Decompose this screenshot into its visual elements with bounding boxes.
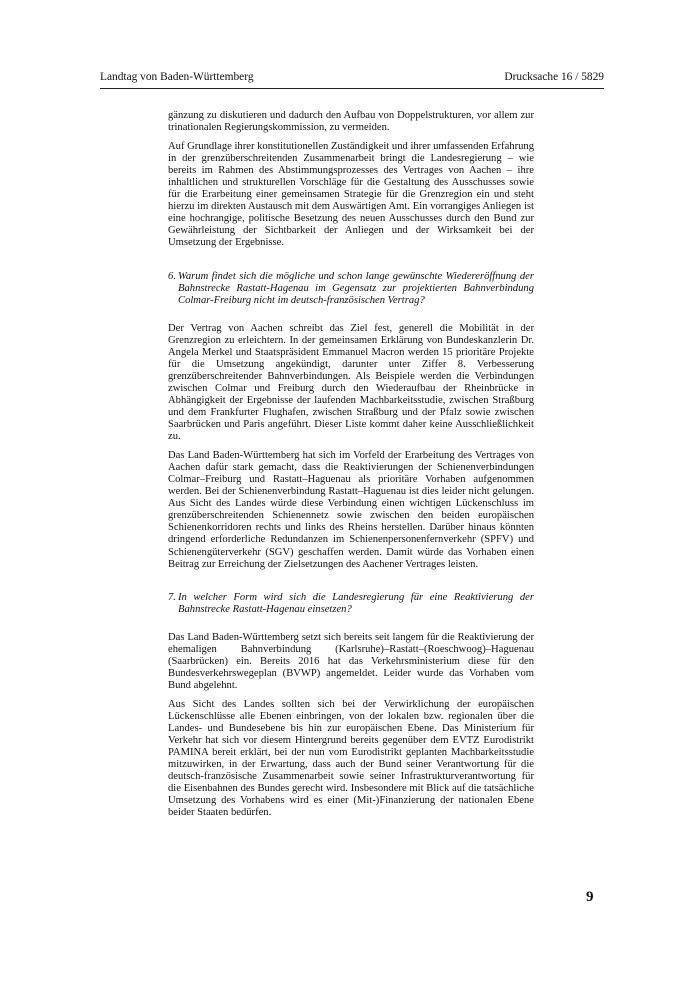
answer-paragraph: Das Land Baden-Württemberg setzt sich bereits seit langem für die Reaktivierung der ehemaligen Bahnverbindung (Karlsruhe)–Rastatt–(Roeschwoog)–Haguenau (Saarbrücken) ein. Bereits 2016 hat das Verkehrsministerium diese für den Bundesverkehrswegeplan (BVWP) angemeldet. Leider wurde das Vorhaben vom Bund abgelehnt. xyxy=(168,631,534,691)
header-divider xyxy=(100,88,604,89)
header-document-number: Drucksache 16 / 5829 xyxy=(504,71,604,83)
question-6 xyxy=(168,271,534,307)
question-text: In welcher Form wird sich die Landesregierung für eine Reaktivierung der Bahnstrecke Rastatt-Hagenau einsetzen? xyxy=(178,591,534,615)
paragraph: gänzung zu diskutieren und dadurch den Aufbau von Doppelstrukturen, vor allem zur trinationalen Regierungskommission, zu vermeiden. xyxy=(168,110,534,134)
question-number: 6. xyxy=(168,270,176,282)
answer-paragraph: Der Vertrag von Aachen schreibt das Ziel fest, generell die Mobilität in der Grenzregion zu erleichtern. In der gemeinsamen Erklärung von Bundeskanzlerin Dr. Angela Merkel und Staatspräsident Emmanuel Macron werden 15 prioritäre Projekte für die Umsetzung angekündigt, darunter unter Ziffer 8. Verbesserung grenzüberschreitender Bahnverbindungen. Als Beispiele werden die Verbindungen zwischen Colmar und Freiburg durch den Wiederaufbau der Rheinbrücke in Abhängigkeit der Ergebnisse der laufenden Machbarkeitsstudie, zwischen Straßburg und dem Frankfurter Flughafen, zwischen Straßburg und der Pfalz sowie zwischen Saarbrücken und Paris angeführt. Dieser Liste kommt daher keine Ausschließlichkeit zu. xyxy=(168,322,534,443)
paragraph: Auf Grundlage ihrer konstitutionellen Zuständigkeit und ihrer umfassenden Erfahrung in der grenzüberschreitenden Zusammenarbeit bringt die Landesregierung – wie bereits im Rahmen des Abstimmungsprozesses des Vertrages von Aachen – ihre inhaltlichen und strukturellen Vorschläge für die Gestaltung des Ausschusses sowie für die Erarbeitung einer gemeinsamen Strategie für die Grenzregion ein und steht hierzu im direkten Austausch mit dem Auswärtigen Amt. Ein vorrangiges Anliegen ist eine hochrangige, politische Besetzung des neuen Ausschusses durch den Bund zur Gewährleistung der Sichtbarkeit der Anliegen und der Wirksamkeit bei der Umsetzung der Ergebnisse. xyxy=(168,141,534,249)
page-header xyxy=(100,70,604,84)
header-publisher: Landtag von Baden-Württemberg xyxy=(100,71,254,83)
question-7 xyxy=(168,592,534,616)
answer-paragraph: Aus Sicht des Landes sollten sich bei der Verwirklichung der europäischen Lückenschlüsse alle Ebenen einbringen, von der lokalen bzw. regionalen über die Landes- und Bundesebene bis hin zur europäischen Ebene. Das Ministerium für Verkehr hat sich vor diesem Hintergrund bereits gegenüber dem EVTZ Eurodistrikt PAMINA bereit erklärt, bei der nun vom Eurodistrikt geplanten Machbarkeitsstudie mitzuwirken, in der Erwartung, dass auch der Bund seiner Verantwortung für die deutsch-französische Zusammenarbeit sowie seiner Infrastrukturverantwortung für die Eisenbahnen des Bundes gerecht wird. Insbesondere mit Blick auf die tatsächliche Umsetzung des Vorhabens wird es einer (Mit-)Finanzierung der nationalen Ebene beider Staaten bedürfen. xyxy=(168,698,534,819)
page-number: 9 xyxy=(586,889,594,905)
question-number: 7. xyxy=(168,591,176,603)
question-text: Warum findet sich die mögliche und schon lange gewünschte Wiedereröffnung der Bahnstrecke Rastatt-Hagenau im Gegensatz zur projektierten Bahnverbindung Colmar-Freiburg nicht im deutsch-französischen Vertrag? xyxy=(178,270,534,306)
answer-paragraph: Das Land Baden-Württemberg hat sich im Vorfeld der Erarbeitung des Vertrages von Aachen dafür stark gemacht, dass die Reaktivierungen der Schienenverbindungen Colmar–Freiburg und Rastatt–Haguenau als prioritäre Vorhaben aufgenommen werden. Bei der Schienenverbindung Rastatt–Haguenau ist dies leider nicht gelungen. Aus Sicht des Landes würde diese Verbindung einen wichtigen Lückenschluss im grenzüberschreitenden Schienennetz sowie zwischen den beiden europäischen Schienenkorridoren rechts und links des Rheins herstellen. Darüber hinaus könnten dringend erforderliche Redundanzen im Schienenpersonenfernverkehr (SPFV) und Schienengüterverkehr (SGV) geschaffen werden. Damit würde das Vorhaben einen Beitrag zur Erreichung der Zielsetzungen des Aachener Vertrages leisten. xyxy=(168,450,534,570)
document-body xyxy=(168,110,534,826)
